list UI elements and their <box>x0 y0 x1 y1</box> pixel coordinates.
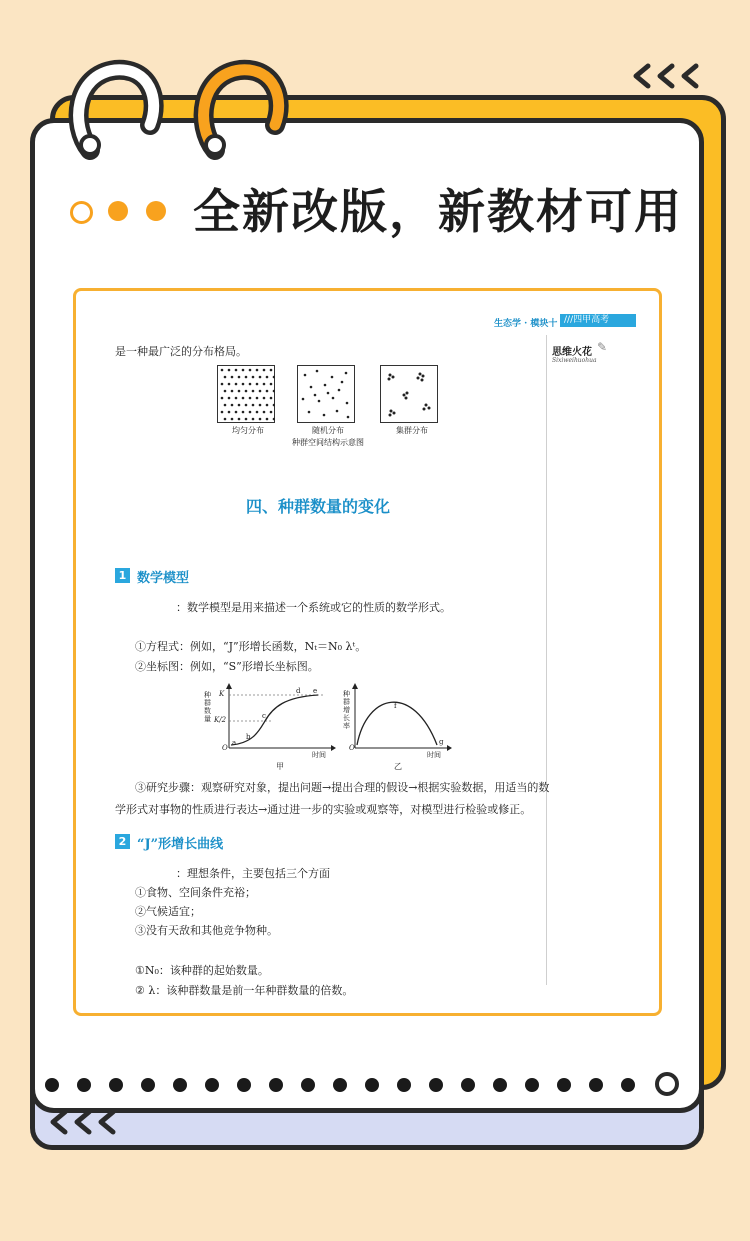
binder-hole-icon <box>365 1078 379 1092</box>
sidebar-subtitle: Sixiweihuohua <box>552 357 597 364</box>
uniform-dot <box>256 383 259 386</box>
section-title: 数学模型 <box>137 571 190 586</box>
uniform-dot <box>252 418 255 421</box>
uniform-dot <box>221 411 224 414</box>
binder-hole-icon <box>109 1078 123 1092</box>
uniform-dot <box>256 369 259 372</box>
chevrons-bottom-icon <box>45 1108 125 1140</box>
body-line: ：数学模型是用来描述一个系统或它的性质的数学形式。 <box>176 601 451 614</box>
uniform-dot <box>266 404 269 407</box>
binder-ring-right-icon <box>185 55 295 169</box>
uniform-dot <box>259 404 262 407</box>
uniform-dot <box>224 418 227 421</box>
binder-hole-icon <box>77 1078 91 1092</box>
intro-text: 是一种最广泛的分布格局。 <box>115 345 247 358</box>
body-line: ②坐标图：例如，“S”形增长坐标图。 <box>135 660 319 673</box>
uniform-dot <box>249 397 252 400</box>
graph-b-point: f <box>394 702 397 710</box>
title-dot-filled-icon <box>108 201 128 221</box>
doc-header-badge: ///四甲高考 <box>560 314 636 327</box>
graph-a-point: e <box>313 687 318 695</box>
binder-hole-icon <box>333 1078 347 1092</box>
chapter-title: 四、种群数量的变化 <box>246 497 391 516</box>
uniform-dot <box>231 376 234 379</box>
graph-b-ylabel: 种群增长率 <box>343 690 350 730</box>
clumped-distribution-diagram <box>380 365 438 427</box>
uniform-dot <box>263 397 266 400</box>
uniform-dot <box>238 404 241 407</box>
binder-hole-icon <box>621 1078 635 1092</box>
binder-hole-icon <box>397 1078 411 1092</box>
uniform-dot <box>266 418 269 421</box>
uniform-dot <box>266 376 269 379</box>
graph-b-origin: O <box>349 744 355 752</box>
uniform-dot <box>235 411 238 414</box>
section-number-badge: 1 <box>115 568 130 583</box>
binder-hole-icon <box>525 1078 539 1092</box>
uniform-dot <box>238 376 241 379</box>
uniform-dot <box>231 404 234 407</box>
uniform-dot <box>270 383 273 386</box>
title-dot-filled-icon <box>146 201 166 221</box>
binder-hole-icon <box>429 1078 443 1092</box>
uniform-dot <box>245 390 248 393</box>
graph-a-k2: K/2 <box>214 716 227 724</box>
graph-a-point: a <box>232 739 237 747</box>
dist-label-clumped: 集群分布 <box>396 426 428 435</box>
graph-a-xlabel: 时间 <box>312 751 326 759</box>
uniform-dot <box>235 369 238 372</box>
binder-hole-icon <box>301 1078 315 1092</box>
binder-hole-icon <box>557 1078 571 1092</box>
page-title: 全新改版，新教材可用 <box>193 185 683 240</box>
doc-header-text: 生态学 · 模块十 <box>494 319 558 329</box>
uniform-dot <box>231 390 234 393</box>
uniform-dot <box>228 411 231 414</box>
uniform-dot <box>224 390 227 393</box>
body-line: ①N₀：该种群的起始数量。 <box>135 964 269 977</box>
graph-a-caption: 甲 <box>276 762 284 771</box>
uniform-dot <box>256 411 259 414</box>
binder-hole-open-icon <box>655 1072 679 1096</box>
uniform-distribution-diagram <box>217 365 275 427</box>
uniform-dot <box>270 411 273 414</box>
graph-a-point: d <box>296 687 301 695</box>
binder-hole-icon <box>589 1078 603 1092</box>
uniform-dot <box>249 369 252 372</box>
uniform-dot <box>221 397 224 400</box>
graph-b-point: g <box>439 738 444 746</box>
uniform-dot <box>242 383 245 386</box>
body-line: ②气候适宜； <box>135 905 201 918</box>
graph-a-origin: O <box>222 744 228 752</box>
uniform-dot <box>228 397 231 400</box>
uniform-dot <box>231 418 234 421</box>
uniform-dot <box>259 376 262 379</box>
uniform-dot <box>224 404 227 407</box>
dist-label-random: 随机分布 <box>312 426 344 435</box>
binder-ring-left-icon <box>60 55 170 169</box>
uniform-dot <box>252 390 255 393</box>
uniform-dot <box>263 411 266 414</box>
uniform-dot <box>252 376 255 379</box>
binder-hole-icon <box>493 1078 507 1092</box>
uniform-dot <box>249 383 252 386</box>
uniform-dot <box>242 411 245 414</box>
uniform-dot <box>228 383 231 386</box>
sidebar-title: 思维火花 <box>552 347 592 358</box>
title-dot-outline-icon <box>70 201 93 224</box>
body-line: 学形式对事物的性质进行表达→通过进一步的实验或观察等，对模型进行检验或修正。 <box>115 803 532 816</box>
uniform-dot <box>259 418 262 421</box>
uniform-dot <box>245 418 248 421</box>
binder-hole-icon <box>461 1078 475 1092</box>
binder-hole-icon <box>45 1078 59 1092</box>
uniform-dot <box>242 397 245 400</box>
binder-hole-icon <box>237 1078 251 1092</box>
binder-hole-icon <box>173 1078 187 1092</box>
section-title: “J”形增长曲线 <box>137 837 224 852</box>
uniform-dot <box>270 369 273 372</box>
uniform-dot <box>259 390 262 393</box>
graph-b-caption: 乙 <box>394 762 402 771</box>
dist-caption: 种群空间结构示意图 <box>292 438 364 447</box>
uniform-dot <box>263 383 266 386</box>
graph-a-ylabel: 种群数量 <box>204 691 211 723</box>
uniform-dot <box>270 397 273 400</box>
uniform-dot <box>266 390 269 393</box>
body-line: ：理想条件，主要包括三个方面 <box>176 867 330 880</box>
section-number-badge: 2 <box>115 834 130 849</box>
uniform-dot <box>245 376 248 379</box>
binder-hole-icon <box>269 1078 283 1092</box>
uniform-dot <box>224 376 227 379</box>
graph-a-point: c <box>262 712 266 720</box>
uniform-dot <box>238 418 241 421</box>
uniform-dot <box>252 404 255 407</box>
body-line: ③研究步骤：观察研究对象，提出问题→提出合理的假设→根据实验数据，用适当的数 <box>135 781 550 794</box>
uniform-dot <box>242 369 245 372</box>
uniform-dot <box>249 411 252 414</box>
body-line: ①方程式：例如，“J”形增长函数，Nₜ＝N₀ λᵗ。 <box>135 640 367 653</box>
uniform-dot <box>245 404 248 407</box>
binder-hole-icon <box>205 1078 219 1092</box>
uniform-dot <box>228 369 231 372</box>
chevrons-top-icon <box>628 62 708 94</box>
body-line: ①食物、空间条件充裕； <box>135 886 256 899</box>
dist-label-uniform: 均匀分布 <box>232 426 264 435</box>
uniform-dot <box>238 390 241 393</box>
body-line: ③没有天敌和其他竞争物种。 <box>135 924 278 937</box>
uniform-dot <box>221 369 224 372</box>
graph-b-xlabel: 时间 <box>427 751 441 759</box>
uniform-dot <box>235 397 238 400</box>
sidebar-divider <box>546 335 547 985</box>
feather-icon: ✎ <box>597 340 608 354</box>
uniform-dot <box>235 383 238 386</box>
uniform-dot <box>256 397 259 400</box>
graph-a-point: b <box>246 733 251 741</box>
random-distribution-diagram <box>297 365 355 427</box>
uniform-dot <box>263 369 266 372</box>
binder-hole-icon <box>141 1078 155 1092</box>
graph-a-k: K <box>219 690 225 698</box>
body-line: ② λ：该种群数量是前一年种群数量的倍数。 <box>135 984 354 997</box>
uniform-dot <box>221 383 224 386</box>
